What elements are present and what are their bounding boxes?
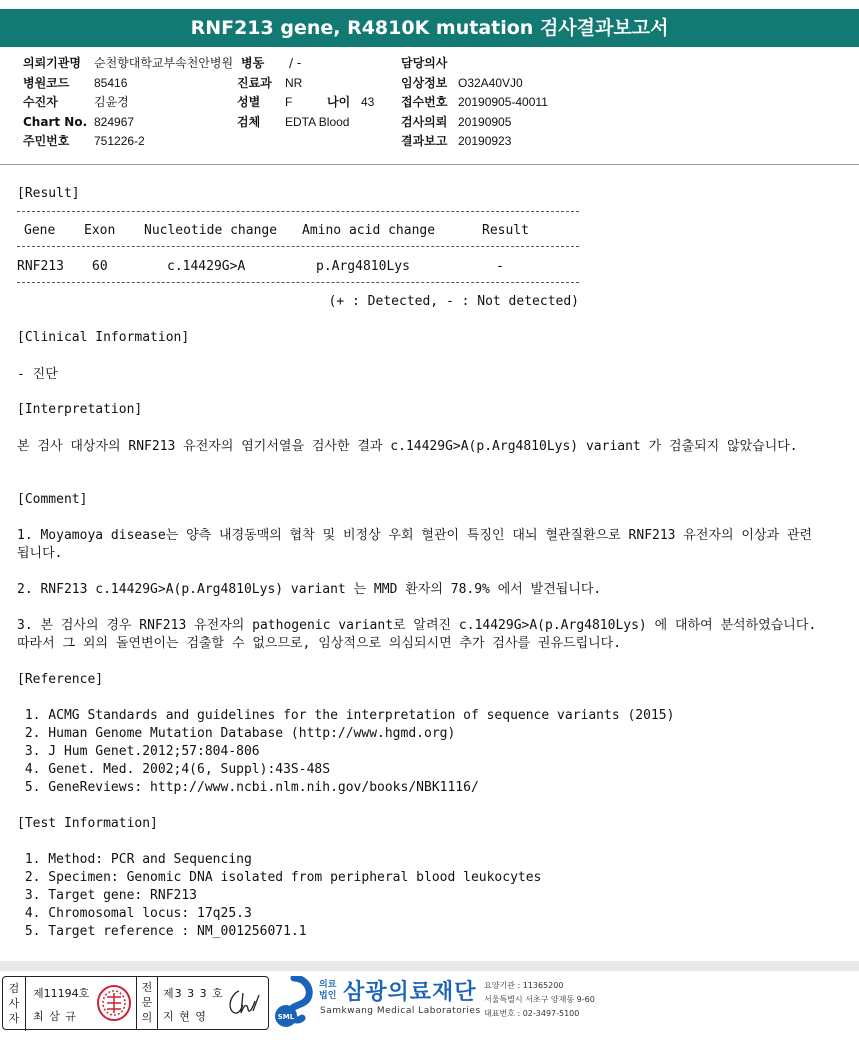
receipt-label: 접수번호 [401,95,448,109]
age-label: 나이 [327,95,351,109]
hospital-code-value: 85416 [94,76,128,90]
footer-band [0,961,859,971]
specimen-label: 검체 [237,115,261,129]
result-header-amino: Amino acid change [302,223,436,238]
receipt-value: 20190905-40011 [458,95,548,109]
result-legend: (+ : Detected, - : Not detected) [328,294,579,309]
interpretation-text: 본 검사 대상자의 RNF213 유전자의 염기서열을 검사한 결과 c.14429G>A(p.Arg4810Lys) variant 가 검출되지 않았습니다. [17,439,798,454]
comment-section-title: [Comment] [17,492,88,507]
clinical-text: - 진단 [17,367,58,382]
test-info-section-title: [Test Information] [17,816,158,831]
reference-item: 3. J Hum Genet.2012;57:804-806 [17,744,260,759]
ward-value: / - [289,56,302,70]
request-value: 20190905 [458,115,512,129]
report-title: RNF213 gene, R4810K mutation 검사결과보고서 [0,9,859,47]
result-section-title: [Result] [17,186,80,201]
institution-field: 의뢰기관명 [23,56,81,70]
specialist-signature-icon [225,987,263,1019]
comment-item: 2. RNF213 c.14429G>A(p.Arg4810Lys) variant 는 MMD 환자의 78.9% 에서 발견됩니다. [17,582,602,597]
result-header-exon: Exon [84,223,116,238]
request-label: 검사의뢰 [401,115,448,129]
dept-value: NR [285,76,303,90]
clinical-info-label: 임상정보 [401,76,448,90]
ward-label: 병동 [241,56,265,70]
doctor-label: 담당의사 [401,56,448,70]
report-date-label: 결과보고 [401,134,448,148]
result-exon: 60 [92,259,108,274]
specialist-name: 지 현 영 [163,1010,207,1023]
signature-box [2,976,269,1030]
id-value: 751226-2 [94,134,145,148]
reference-item: 5. GeneReviews: http://www.ncbi.nlm.nih.gov/books/NBK1116/ [17,780,479,795]
inspector-name: 최 삼 규 [33,1010,77,1023]
id-label: 주민번호 [23,134,70,148]
name-label: 수진자 [23,95,58,109]
org-english-name: Samkwang Medical Laboratories [320,1006,481,1016]
reference-item: 1. ACMG Standards and guidelines for the interpretation of sequence variants (2015) [17,708,675,723]
patient-info [0,50,859,165]
sex-value: F [285,95,293,109]
patient-divider [0,164,859,165]
dept-label: 진료과 [237,76,272,90]
specimen-value: EDTA Blood [285,115,350,129]
hospital-code-label: 병원코드 [23,76,70,90]
inspector-vertical-label: 검사자 [3,977,26,1031]
reference-item: 2. Human Genome Mutation Database (http://www.hgmd.org) [17,726,456,741]
inspector-license: 제11194호 [33,987,90,1000]
org-phone: 대표번호 : 02-3497-5100 [484,1009,580,1018]
chart-value: 824967 [94,115,135,129]
test-info-item: 4. Chromosomal locus: 17q25.3 [17,906,252,921]
test-info-item: 2. Specimen: Genomic DNA isolated from peripheral blood leukocytes [17,870,542,885]
org-code: 요양기관 : 11365200 [484,981,564,990]
reference-item: 4. Genet. Med. 2002;4(6, Suppl):43S-48S [17,762,331,777]
institution-value: 순천향대학교부속천안병원 [94,56,234,70]
test-info-item: 5. Target reference : NM_001256071.1 [17,924,307,939]
result-value: - [496,259,504,274]
comment-item: 3. 본 검사의 경우 RNF213 유전자의 pathogenic variant로 알려진 c.14429G>A(p.Arg4810Lys) 에 대하여 분석하였습니다. 따라서 그 외의 돌연변이는 검출할 수 없으므로, 임상적으로 의심되시면 추가 검사를 권유드립니다. [17,618,817,651]
age-value: 43 [361,95,375,109]
divider [17,246,579,247]
result-nucleotide: c.14429G>A [167,259,246,274]
report-date-value: 20190923 [458,134,512,148]
specialist-vertical-label: 전문의 [136,977,158,1029]
result-header-result: Result [482,223,529,238]
reference-section-title: [Reference] [17,672,104,687]
org-type: 의료 법인 [319,980,337,1001]
test-info-item: 3. Target gene: RNF213 [17,888,198,903]
org-name: 삼광의료재단 [343,980,477,1005]
divider [17,282,579,283]
clinical-info-value: O32A40VJ0 [458,76,523,90]
interpretation-section-title: [Interpretation] [17,402,143,417]
chart-label: Chart No. [23,115,88,129]
result-header-gene: Gene [24,223,56,238]
result-gene: RNF213 [17,259,64,274]
clinical-section-title: [Clinical Information] [17,330,190,345]
inspector-seal [95,983,133,1023]
report-body [0,166,859,961]
specialist-license: 제3 3 3 호 [163,987,224,1000]
sml-logo-icon [272,976,314,1028]
divider [17,211,579,212]
sml-logo-text: SML [277,1013,295,1021]
test-info-item: 1. Method: PCR and Sequencing [17,852,252,867]
name-value: 김윤경 [94,95,129,109]
result-header-nucleotide: Nucleotide change [144,223,278,238]
footer [0,972,859,1040]
org-address: 서울특별시 서초구 양재동 9-60 [484,995,595,1004]
comment-item: 1. Moyamoya disease는 양측 내경동맥의 협착 및 비정상 우회 혈관이 특징인 대뇌 혈관질환으로 RNF213 유전자의 이상과 관련됩니다. [17,528,813,561]
result-amino: p.Arg4810Lys [316,259,410,274]
sex-label: 성별 [237,95,261,109]
